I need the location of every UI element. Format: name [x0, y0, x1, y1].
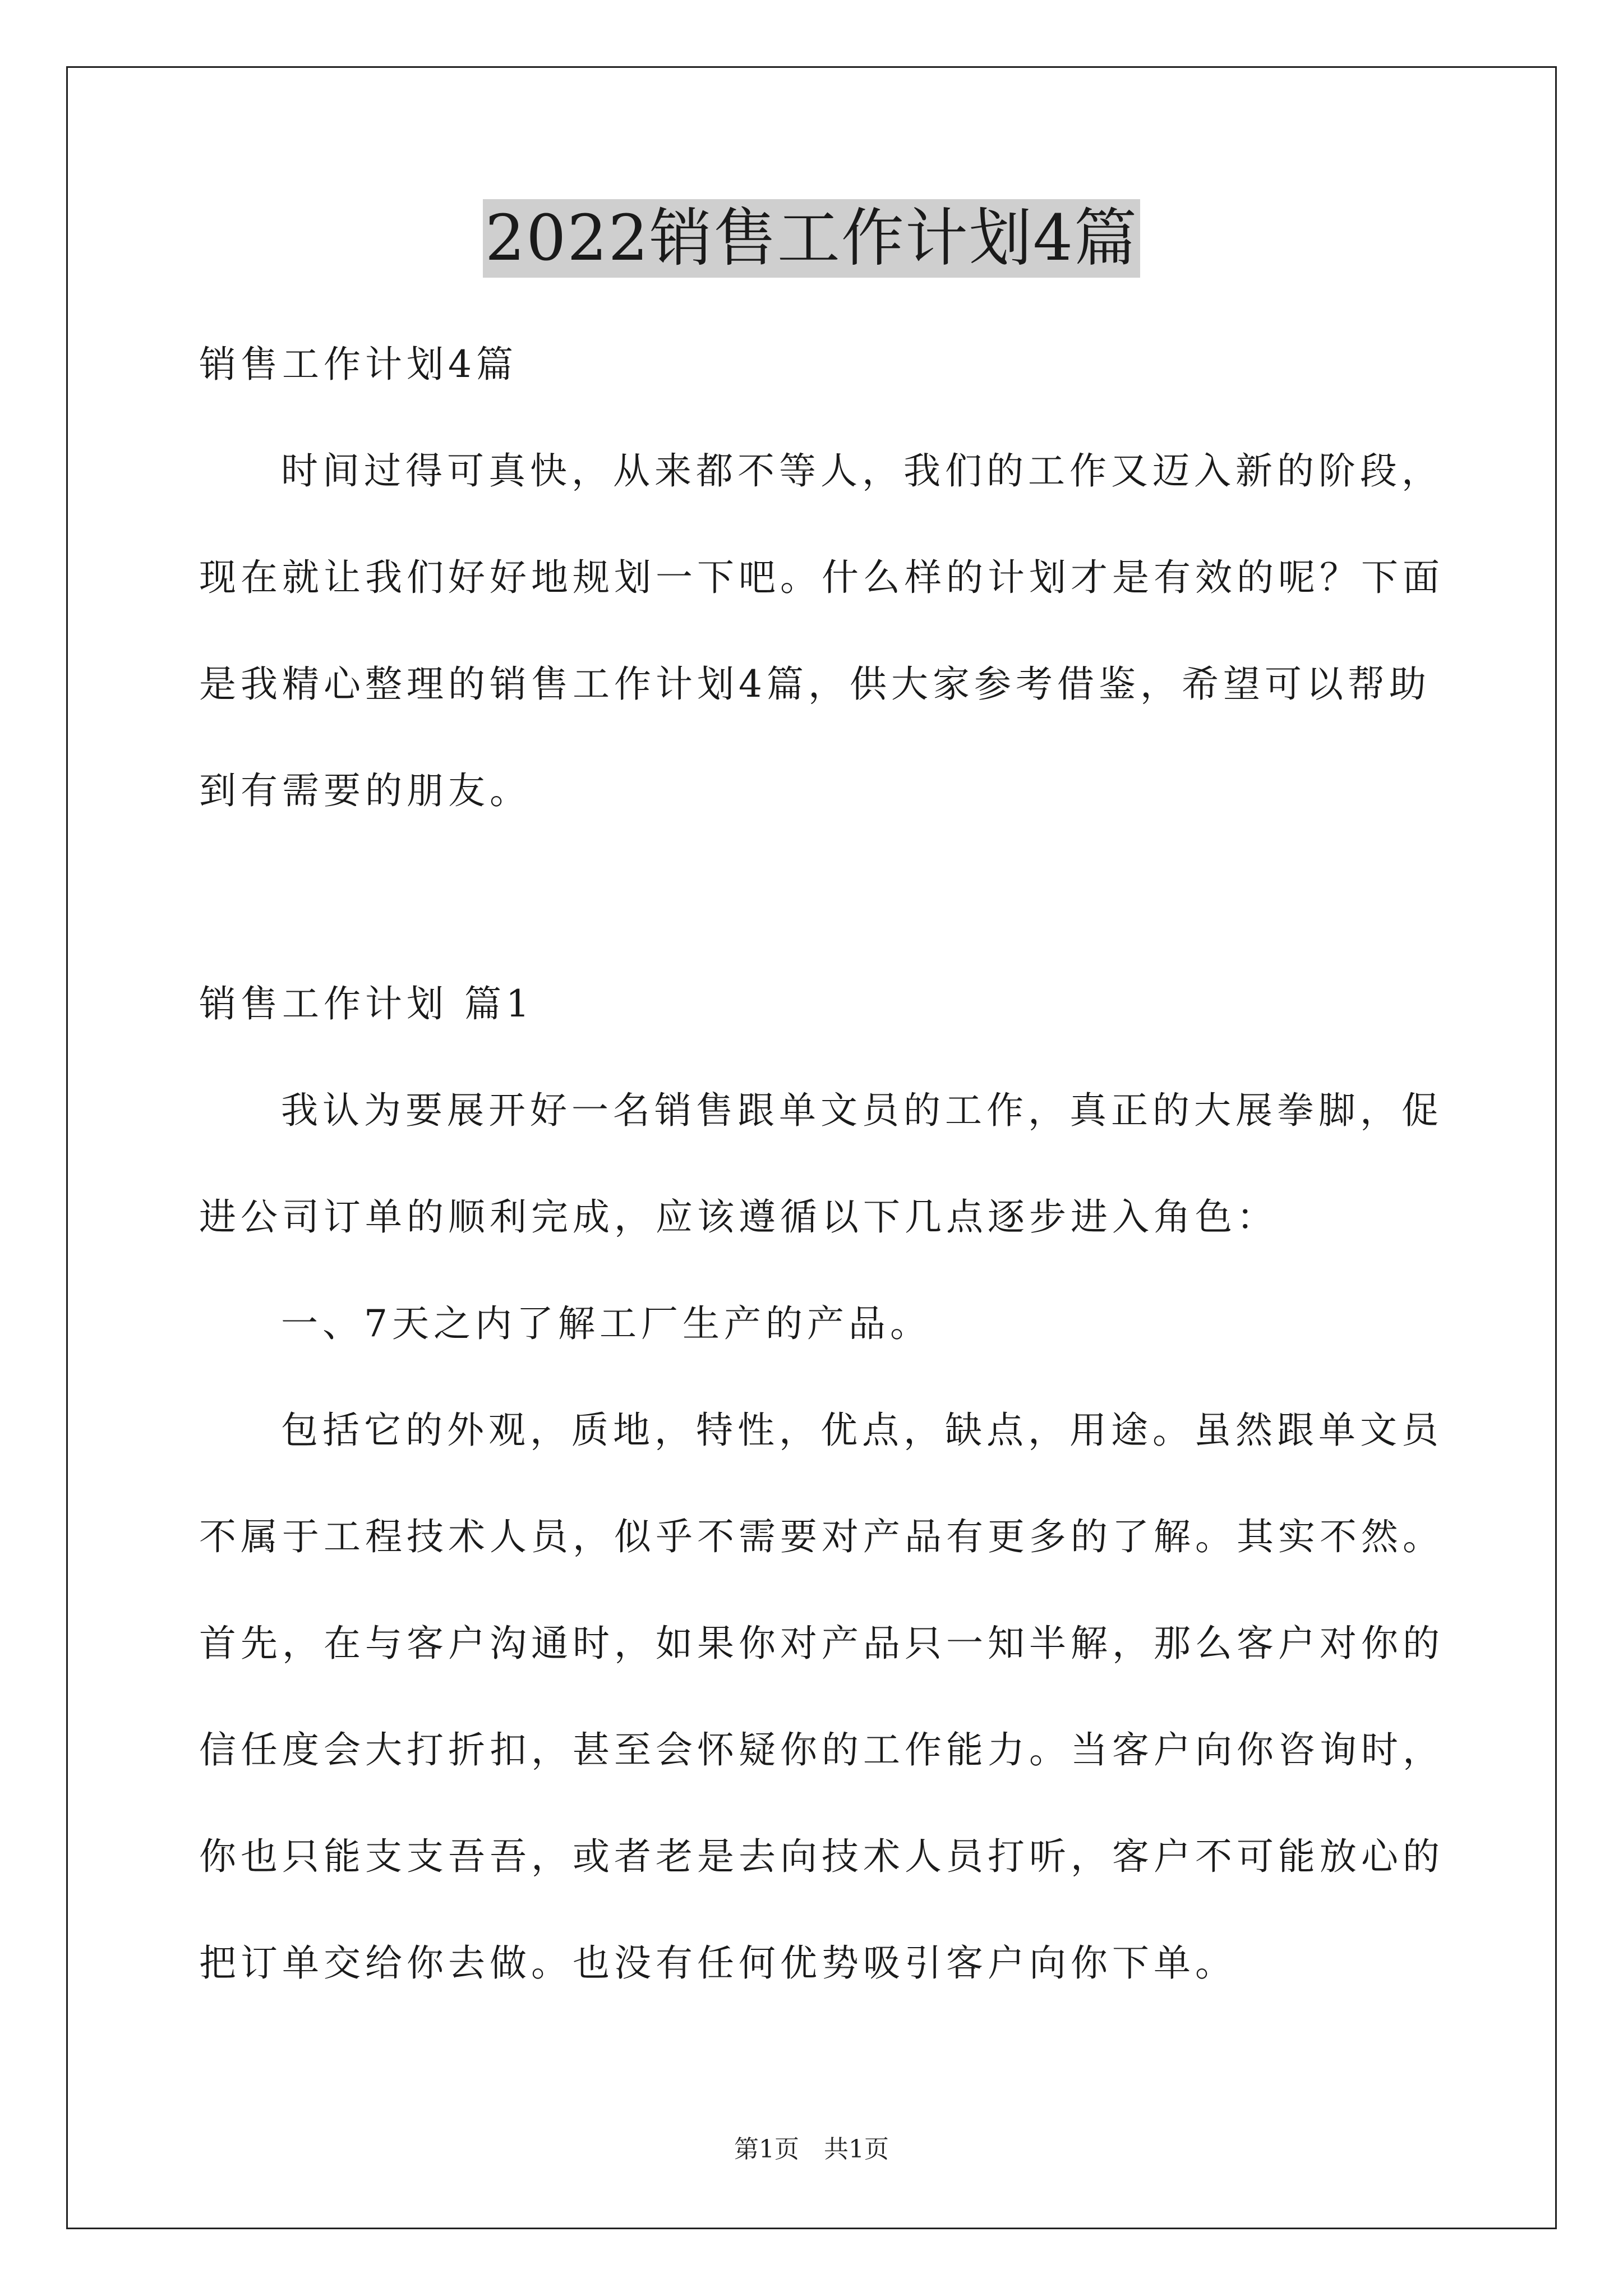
paragraph-line: 首先，在与客户沟通时，如果你对产品只一知半解，那么客户对你的: [199, 1622, 1444, 1665]
page-footer: 第1页 共1页: [734, 2135, 889, 2164]
paragraph-line: 把订单交给你去做。也没有任何优势吸引客户向你下单。: [199, 1941, 1237, 1985]
paragraph-line: 到有需要的朋友。: [199, 769, 531, 812]
paragraph-gap: [199, 844, 1433, 951]
paragraph-line: 现在就让我们好好地规划一下吧。什么样的计划才是有效的呢？下面: [199, 556, 1444, 599]
document-body: [199, 311, 1444, 2017]
section-heading: 销售工作计划 篇1: [199, 982, 534, 1025]
paragraph-line: 信任度会大打折扣，甚至会怀疑你的工作能力。当客户向你咨询时，: [199, 1728, 1444, 1772]
section-heading: 销售工作计划4篇: [199, 343, 518, 386]
document-title: 2022销售工作计划4篇: [483, 199, 1140, 278]
paragraph-line: 我认为要展开好一名销售跟单文员的工作，真正的大展拳脚，促: [281, 1089, 1443, 1132]
paragraph-line: 是我精心整理的销售工作计划4篇，供大家参考借鉴，希望可以帮助: [199, 662, 1431, 706]
paragraph-line: 进公司订单的顺利完成，应该遵循以下几点逐步进入角色：: [199, 1195, 1278, 1239]
list-item-heading: 一、7天之内了解工厂生产的产品。: [281, 1302, 932, 1345]
paragraph-line: 时间过得可真快，从来都不等人，我们的工作又迈入新的阶段，: [281, 449, 1443, 493]
title-container: [0, 199, 1623, 278]
paragraph-line: 你也只能支支吾吾，或者老是去向技术人员打听，客户不可能放心的: [199, 1835, 1444, 1878]
paragraph-line: 不属于工程技术人员，似乎不需要对产品有更多的了解。其实不然。: [199, 1515, 1444, 1558]
paragraph-line: 包括它的外观，质地，特性，优点，缺点，用途。虽然跟单文员: [281, 1409, 1443, 1452]
